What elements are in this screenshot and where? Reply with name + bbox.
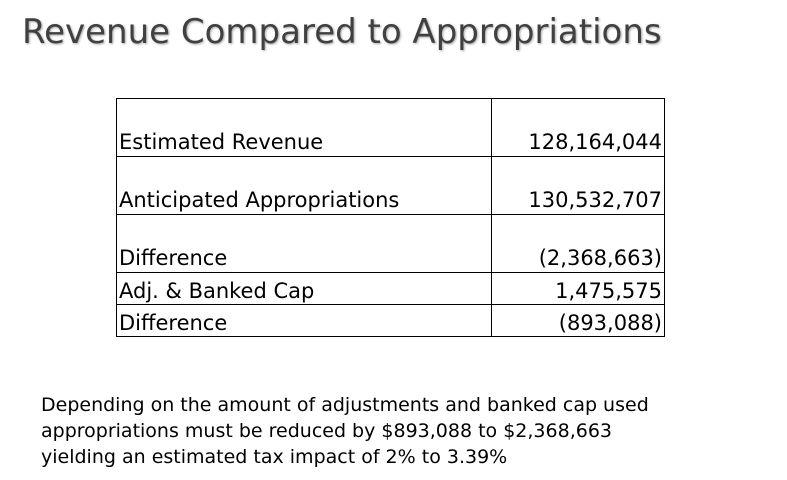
revenue-table: [116, 98, 665, 337]
table-row: [117, 305, 665, 337]
row-value-final-difference: (893,088): [492, 305, 665, 337]
note-line: Depending on the amount of adjustments and banked cap used: [41, 394, 649, 416]
note-line: appropriations must be reduced by $893,088 to $2,368,663: [41, 420, 613, 442]
table-row: [117, 215, 665, 273]
row-value-anticipated-appropriations: 130,532,707: [492, 157, 665, 215]
slide-title: Revenue Compared to Appropriations: [22, 12, 662, 52]
row-value-difference: (2,368,663): [492, 215, 665, 273]
row-label-difference: Difference: [117, 215, 492, 273]
row-label-adj-banked-cap: Adj. & Banked Cap: [117, 273, 492, 305]
row-label-estimated-revenue: Estimated Revenue: [117, 99, 492, 157]
summary-note: [41, 392, 649, 470]
row-value-adj-banked-cap: 1,475,575: [492, 273, 665, 305]
row-label-final-difference: Difference: [117, 305, 492, 337]
table-row: [117, 273, 665, 305]
table-row: [117, 157, 665, 215]
table-row: [117, 99, 665, 157]
note-line: yielding an estimated tax impact of 2% to 3.39%: [41, 446, 508, 468]
row-label-anticipated-appropriations: Anticipated Appropriations: [117, 157, 492, 215]
row-value-estimated-revenue: 128,164,044: [492, 99, 665, 157]
